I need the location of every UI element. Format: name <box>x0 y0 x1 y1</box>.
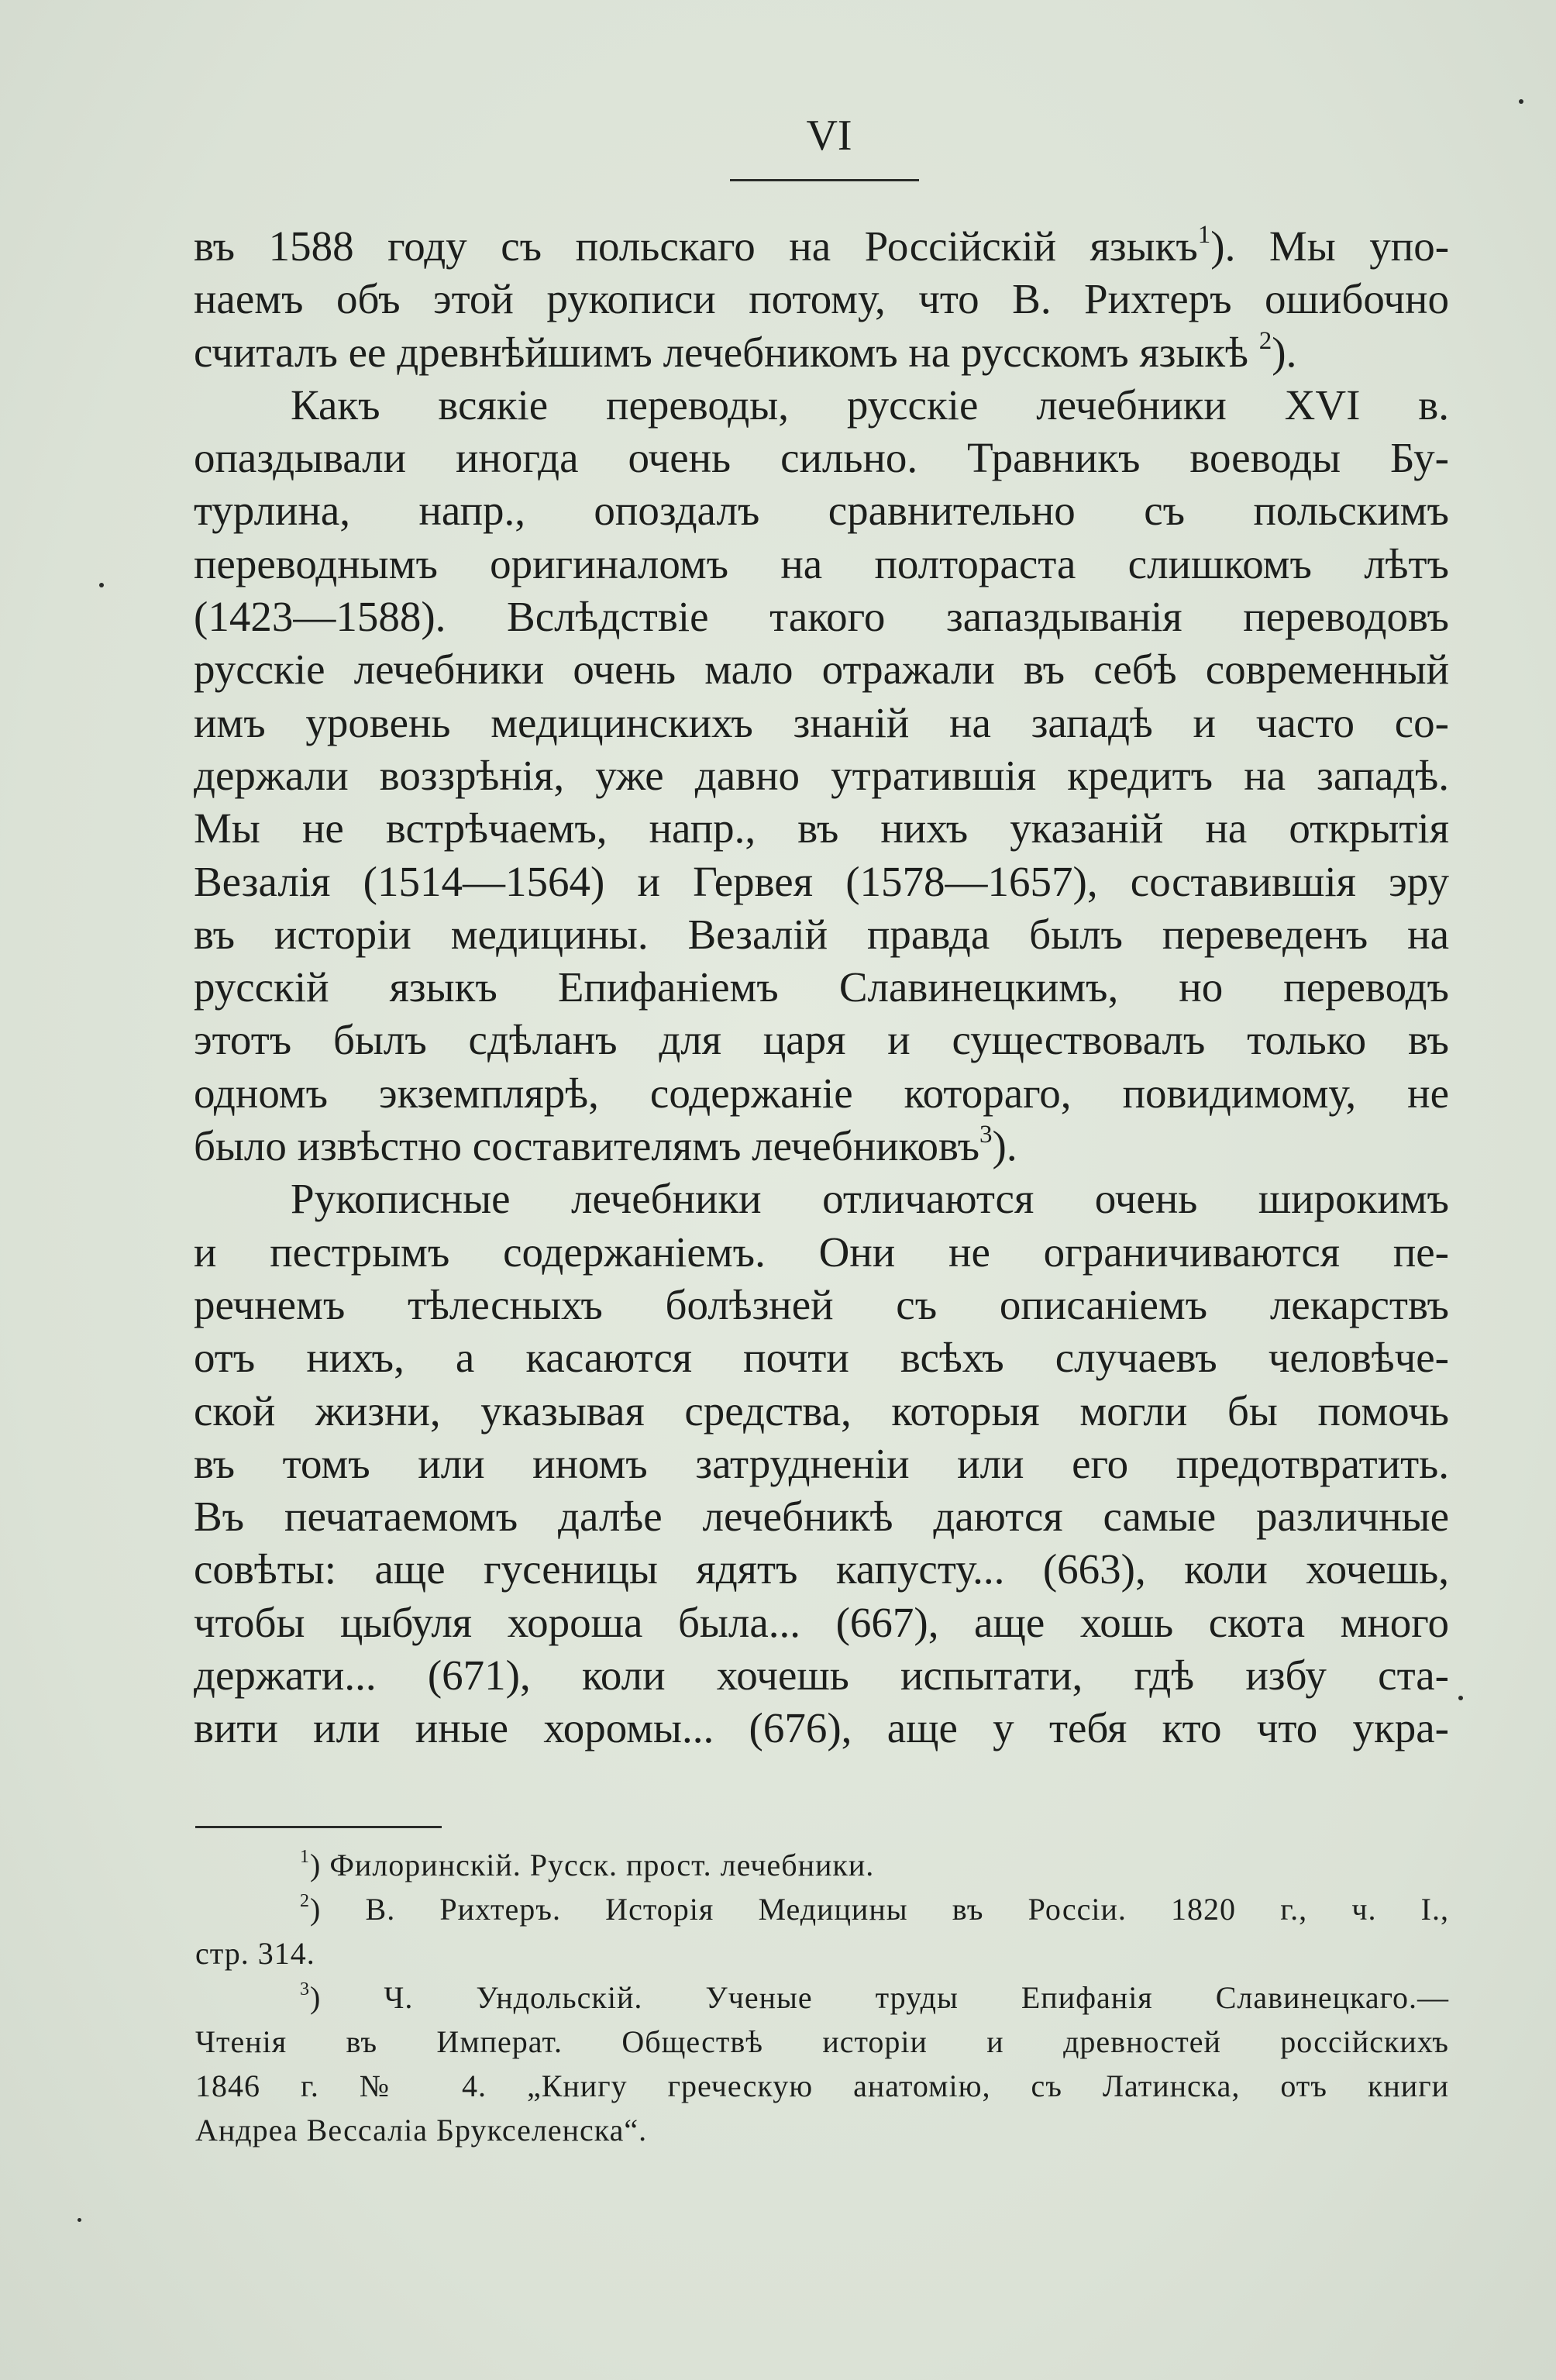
main-text <box>194 220 1449 1755</box>
text-line: держали воззрѣнія, уже давно утратившія кредитъ на западѣ. <box>194 751 1449 799</box>
text-line: совѣты: аще гусеницы ядятъ капусту... (663), коли хочешь, <box>194 1545 1449 1593</box>
text-line: переводнымъ оригиналомъ на полтораста слишкомъ лѣтъ <box>194 539 1449 587</box>
paragraph-start-line: Рукописные лечебники отличаются очень широкимъ <box>291 1175 1449 1223</box>
text-line: этотъ былъ сдѣланъ для царя и существовалъ только въ <box>194 1016 1449 1064</box>
text-line: русскіе лечебники очень мало отражали въ себѣ современный <box>194 646 1449 694</box>
text-line: наемъ объ этой рукописи потому, что В. Рихтеръ ошибочно <box>194 275 1449 323</box>
text-line: держати... (671), коли хочешь испытати, гдѣ избу ста- <box>194 1652 1449 1700</box>
text-line: считалъ ее древнѣйшимъ лечебникомъ на русскомъ языкѣ $^2$). <box>194 326 1297 376</box>
text-line: Везалія (1514—1564) и Гервея (1578—1657), составившія эру <box>194 857 1449 905</box>
text-line: имъ уровень медицинскихъ знаній на западѣ и часто со- <box>194 698 1449 746</box>
paper-speck <box>77 2218 81 2222</box>
paper-speck <box>1458 1696 1463 1700</box>
text-line: русскій языкъ Епифаніемъ Славинецкимъ, но переводъ <box>194 963 1449 1011</box>
text-line: чтобы цыбуля хороша была... (667), аще хошь скота много <box>194 1598 1449 1646</box>
text-line: турлина, напр., опоздалъ сравнительно съ польскимъ <box>194 487 1449 535</box>
header-rule <box>730 179 919 181</box>
paper-speck <box>1519 99 1523 104</box>
footnote-3-continued: 1846 г. № 4. „Книгу греческую анатомію, съ Латинска, отъ книги <box>195 2068 1449 2103</box>
paragraph-start-line: Какъ всякіе переводы, русскіе лечебники XVI в. <box>291 381 1449 429</box>
text-line: Мы не встрѣчаемъ, напр., въ нихъ указаній на открытія <box>194 804 1449 852</box>
text-line: и пестрымъ содержаніемъ. Они не ограничиваются пе- <box>194 1228 1449 1276</box>
text-line: отъ нихъ, а касаются почти всѣхъ случаевъ человѣче- <box>194 1334 1449 1382</box>
footnote-3-continued: Андреа Вессаліа Брукселенска“. <box>195 2113 648 2148</box>
text-line: въ 1588 году съ польскаго на Россійскій языкъ$^1$). Мы упо- <box>194 220 1449 270</box>
footnote-2-continued: стр. 314. <box>195 1936 315 1971</box>
text-line: ской жизни, указывая средства, которыя могли бы помочь <box>194 1386 1449 1435</box>
paper-speck <box>99 583 104 587</box>
text-line: Въ печатаемомъ далѣе лечебникѣ даются самые различные <box>194 1493 1449 1541</box>
text-line: въ томъ или иномъ затрудненіи или его предотвратить. <box>194 1439 1449 1487</box>
footnote-rule <box>195 1826 442 1828</box>
text-line: одномъ экземплярѣ, содержаніе котораго, повидимому, не <box>194 1069 1449 1117</box>
text-line: (1423—1588). Вслѣдствіе такого запаздыванія переводовъ <box>194 593 1449 641</box>
text-line: речнемъ тѣлесныхъ болѣзней съ описаніемъ лекарствъ <box>194 1280 1449 1328</box>
footnotes <box>195 1843 1449 2152</box>
text-line: въ исторіи медицины. Везалій правда былъ переведенъ на <box>194 910 1449 958</box>
footnote-1: $^1$) Филоринскій. Русск. прост. лечебники. <box>300 1847 875 1882</box>
footnote-2: $^2$) В. Рихтеръ. Исторія Медицины въ Россіи. 1820 г., ч. I., <box>300 1891 1449 1927</box>
page-number: VI <box>806 112 852 160</box>
text-line: вити или иные хоромы... (676), аще у тебя кто что укра- <box>194 1704 1449 1752</box>
footnote-3: $^3$) Ч. Ундольскій. Ученые труды Епифанія Славинецкаго.— <box>300 1979 1449 2015</box>
footnote-3-continued: Чтенія въ Императ. Обществѣ исторіи и древностей россійскихъ <box>195 2024 1449 2059</box>
text-line: было извѣстно составителямъ лечебниковъ$^3$). <box>194 1120 1017 1170</box>
text-line: опаздывали иногда очень сильно. Травникъ воеводы Бу- <box>194 434 1449 482</box>
